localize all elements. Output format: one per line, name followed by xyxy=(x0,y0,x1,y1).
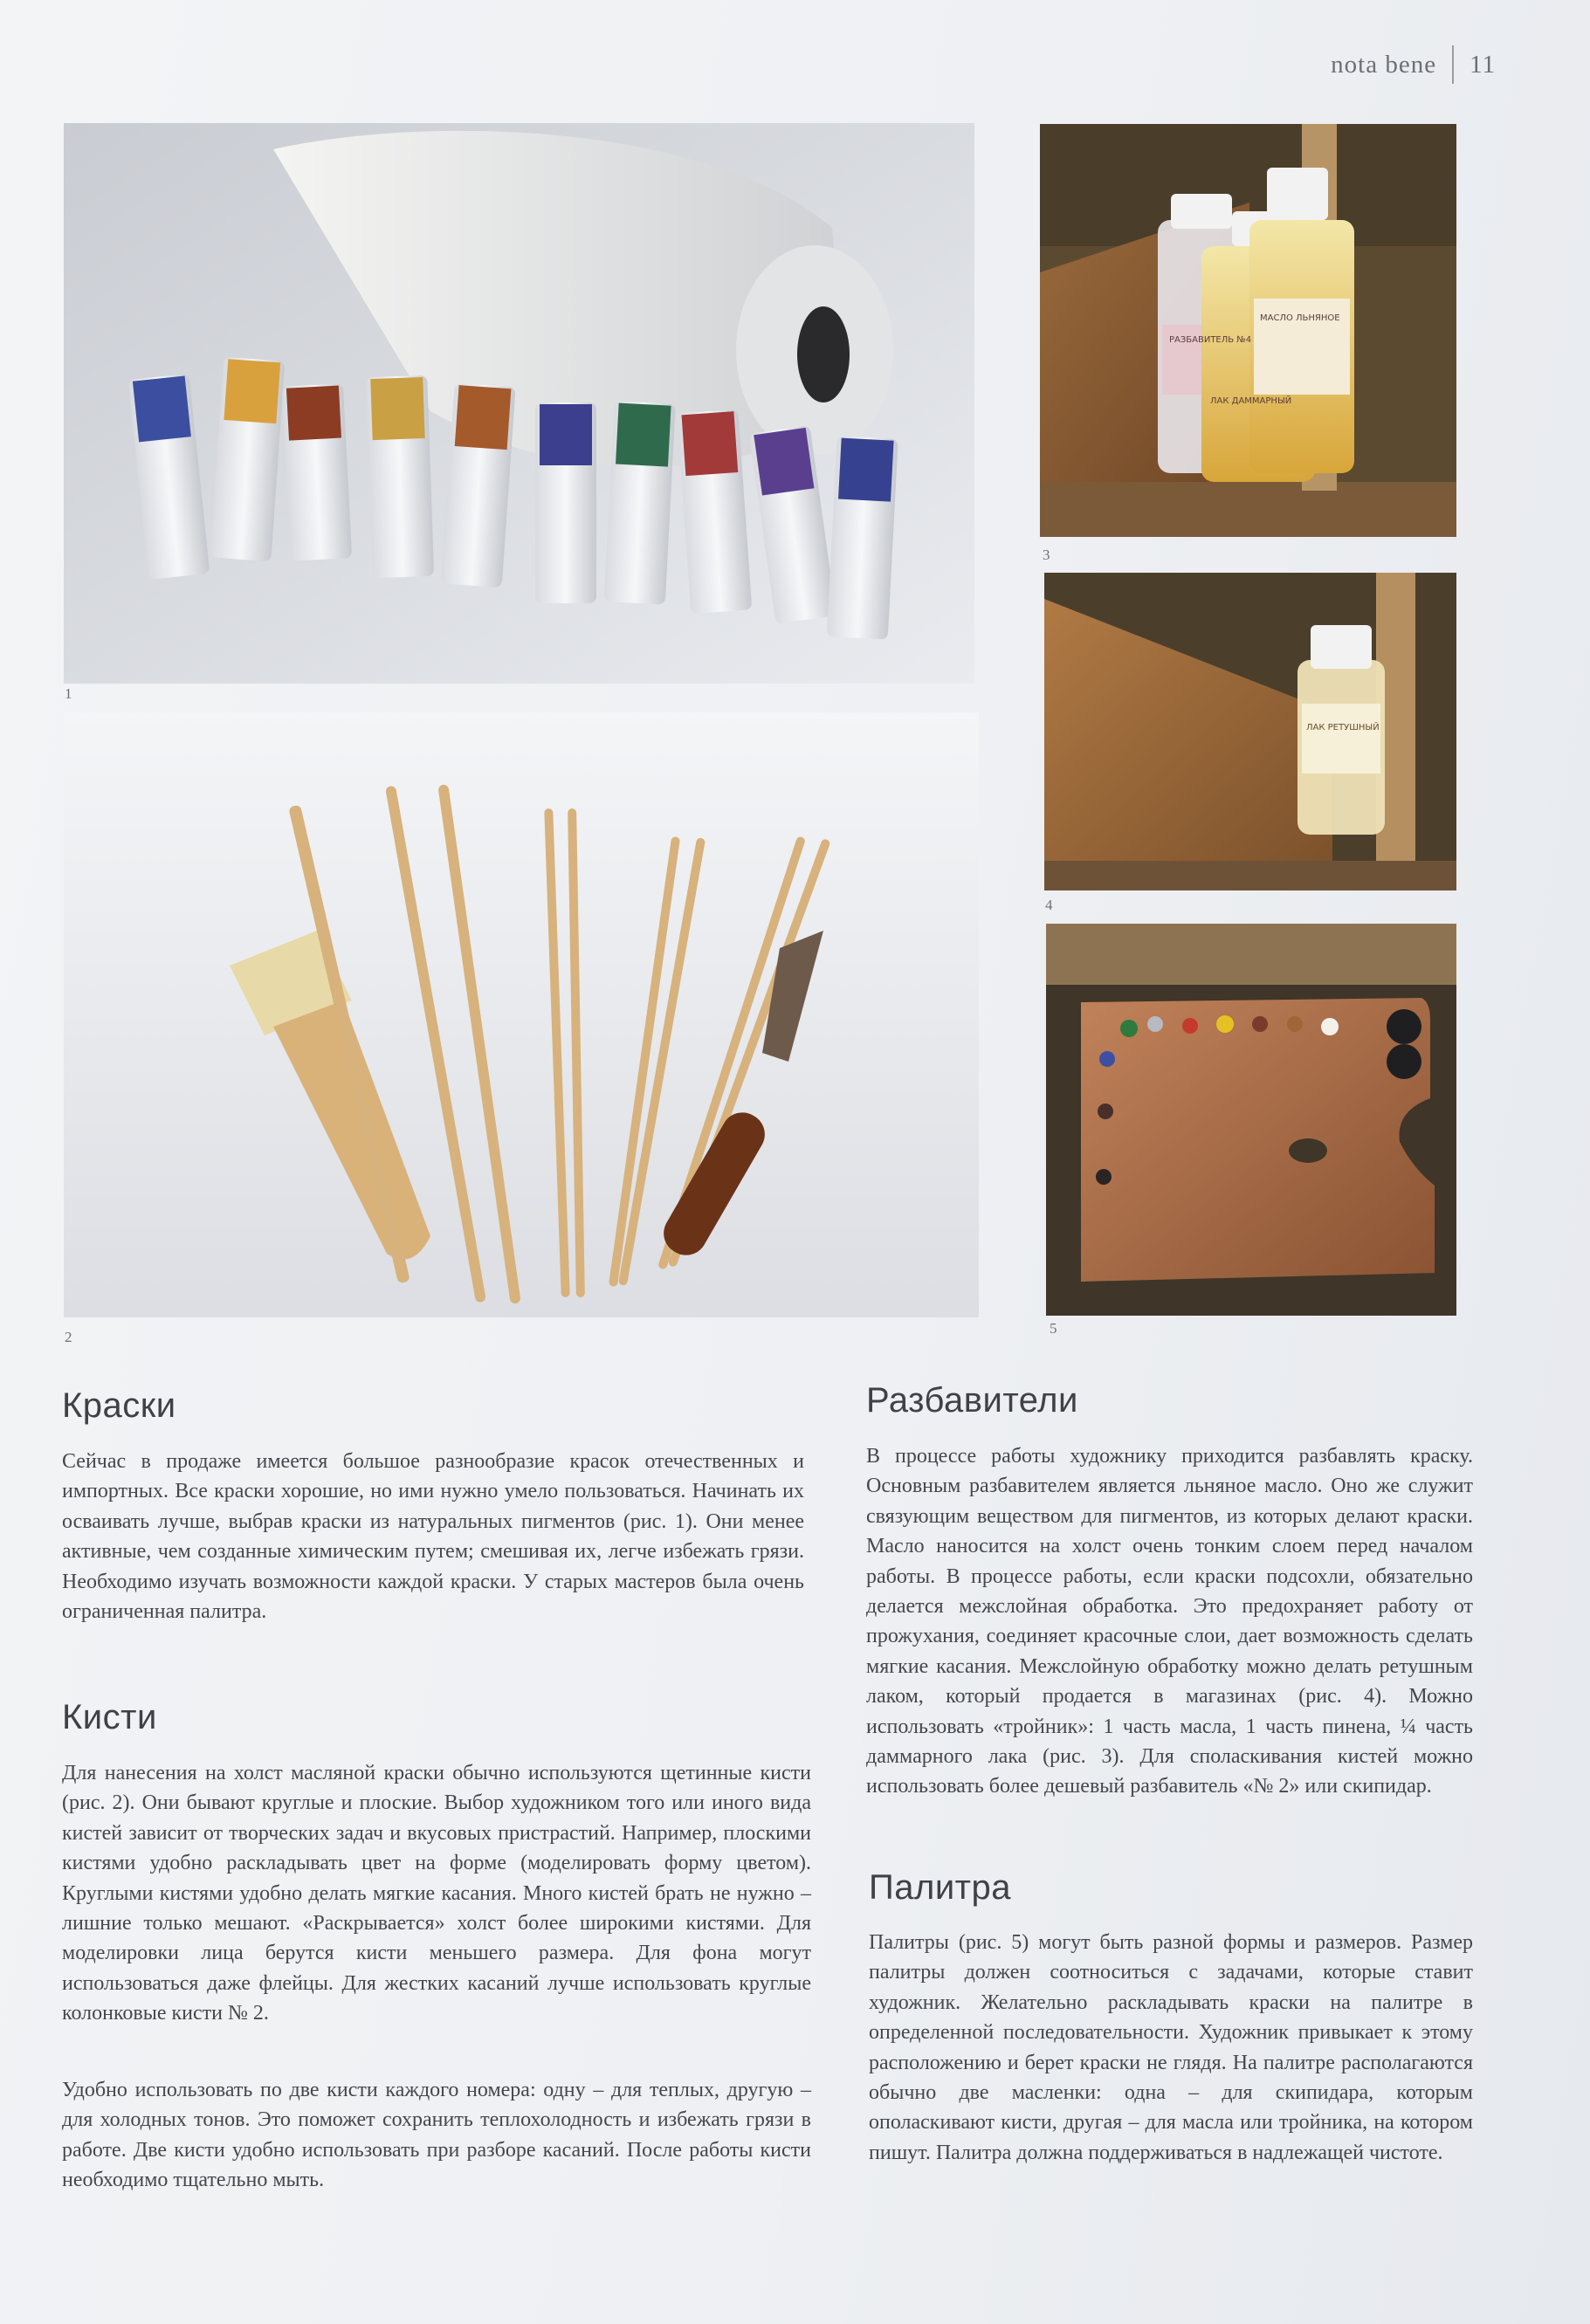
figure-2-brushes xyxy=(64,712,979,1317)
paragraph-kisti-1: Для нанесения на холст масляной краски обычно используются щетинные кисти (рис. 2). Они бывают круглые и плоские. Выбор художником того или иного вида кистей зависит от творческих задач и вкусовых пристрастий. Например, плоскими кистями удобно раскладывать цвет на форме (моделировать форму цветом). Круглыми кистями удобно делать мягкие касания. Много кистей брать не нужно – лишние только мешают. «Раскрывается» холст более широкими кистями. Для моделировки лица берутся кисти меньшего размера. Для фона могут использоваться даже флейцы. Для жестких касаний лучше использовать круглые колонковые кисти № 2. xyxy=(62,1762,811,2025)
heading-palitra: Палитра xyxy=(869,1868,1011,1907)
heading-razbaviteli: Разбавители xyxy=(866,1381,1078,1420)
figure-3-number: 3 xyxy=(1043,547,1050,563)
heading-kisti: Кисти xyxy=(62,1698,157,1736)
page-number: 11 xyxy=(1470,50,1496,79)
heading-kraski: Краски xyxy=(62,1386,176,1425)
figure-1-paint-tubes xyxy=(64,123,974,684)
running-header xyxy=(1331,45,1496,84)
figure-3-bottles xyxy=(1040,124,1456,537)
section-name: nota bene xyxy=(1331,50,1437,79)
figure-4-number: 4 xyxy=(1045,897,1053,913)
paragraph-kisti-2: Удобно использовать по две кисти каждого номера: одну – для теплых, другую – для холодных тонов. Это поможет сохранить теплохолодность и избежать грязи в работе. Две кисти удобно использовать при разборе касаний. После работы кисти необходимо тщательно мыть. xyxy=(62,2079,811,2192)
figure-2-number: 2 xyxy=(65,1329,72,1345)
figure-5-number: 5 xyxy=(1050,1320,1057,1337)
bottle-label-1: РАЗБАВИТЕЛЬ №4 xyxy=(1169,335,1252,345)
bottle-label-4: ЛАК РЕТУШНЫЙ xyxy=(1306,723,1380,732)
paragraph-palitra: Палитры (рис. 5) могут быть разной формы и размеров. Размер палитры должен соотноситься с задачами, которые ставит художник. Желательно раскладывать краски на палитре в определенной последовательности. Художник привыкает к этому расположению и берет краски не глядя. На палитре располагаются обычно две масленки: одна – для скипидара, которым ополаскивают кисти, другая – для масла или тройника, на котором пишут. Палитра должна поддерживаться в надлежащей чистоте. xyxy=(869,1931,1473,2164)
figure-5-palette xyxy=(1046,924,1456,1316)
paragraph-razbaviteli: В процессе работы художнику приходится разбавлять краску. Основным разбавителем является льняное масло. Оно же служит связующим веществом для пигментов, из которых делают краски. Масло наносится на холст очень тонким слоем перед началом работы. В процессе работы, если краски подсохли, обязательно делается межслойная обработка. Это предохраняет работу от прожухания, соединяет красочные слои, дает возможность сделать мягкие касания. Межслойную обработку можно делать ретушным лаком, который продается в магазинах (рис. 4). Можно использовать «тройник»: 1 часть масла, 1 часть пинена, ¼ часть даммарного лака (рис. 3). Для споласкивания кистей можно использовать более дешевый разбавитель «№ 2» или скипидар. xyxy=(866,1445,1473,1798)
figure-4-varnish xyxy=(1044,573,1456,890)
bottle-label-3: МАСЛО ЛЬНЯНОЕ xyxy=(1260,313,1340,323)
header-divider xyxy=(1452,45,1454,84)
bottle-label-2: ЛАК ДАММАРНЫЙ xyxy=(1210,396,1292,406)
figure-1-number: 1 xyxy=(65,685,72,702)
paragraph-kraski: Сейчас в продаже имеется большое разнообразие красок отечественных и импортных. Все краски хорошие, но ими нужно умело пользоваться. Начинать их осваивать лучше, выбрав краски из натуральных пигментов (рис. 1). Они менее активные, чем созданные химическим путем; смешивая их, легче избежать грязи. Необходимо изучать возможности каждой краски. У старых мастеров была очень ограниченная палитра. xyxy=(62,1450,804,1624)
